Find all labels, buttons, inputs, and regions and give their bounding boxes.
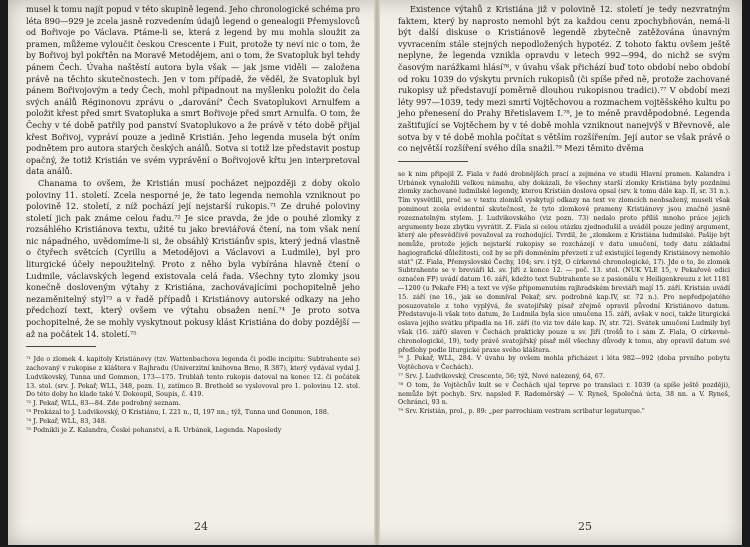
right-footnotes <box>398 170 730 416</box>
right-paragraph: Existence výtahů z Kristiána již v polovině 12. století je tedy nezvratným faktem, který by naprosto nemohl být za každou cenu zpochybňován, nemá-li být další diskuse o Kristiánově legendě zbytečně zatěžována únavným vyvracením stále stejných nepodložených hypotéz. Z tohoto faktu ovšem ještě neplyne, že legenda vznikla opravdu v letech 992—994, do nichž se svým časovým narážkami hlásí⁷⁶, v úvahu však přichází buď toto období nebo období od roku 1039 do výskytu prvních rukopisů (či spíše před ně, protože zachované rukopisy už představují poměrně dlouhou rukopisnou tradici).⁷⁷ V období mezi léty 997—1039, tedy mezi smrtí Vojtěchovou a rozmachem vojtěšského kultu po jeho přenesení do Prahy Břetislavem I.⁷⁸, je to méně pravděpodobné. Legenda zaštiťující se Vojtěchem by v té době mohla vzniknout nanejvýš v Břevnově, ale sotva by v té době mohla počítat s větším rozšířením. Její autor se však právě o co největší rozšíření svého díla snažil.⁷⁹ Mezi těmito dvěma <box>398 4 730 154</box>
right-body-text <box>398 4 730 155</box>
book-gutter <box>374 0 380 545</box>
left-paragraph: musel k tomu najít popud v této skupině legend. Jeho chronologické schéma pro léta 890—929 je zcela jasně rozvedením údajů legend o genealogii Přemyslovců od Bořivoje po Václava. Ptáme-li se, která z legend by mu mohla sloužit za pramen, můžeme vyloučit českou Crescente i Fuit, protože ty neví nic o tom, že by Bořivoj byl pokřtěn na Moravě Metodějem, ani o tom, že Svatopluk byl tehdy pánem Čech. Úvaha naštěstí autora byla však — jak jsme viděli — založena právě na těchto skutečnostech. Jen v tom případě, že věděl, že Svatopluk byl pánem Bořivojovým a tedy Čech, mohl připadnout na myšlenku položit do čela svých análů Réginonovu zprávu o „darování" Čech Svatoplukovi Arnulfem a položit křest před smrt Svatopluka a smrt Bořivoje před smrt Arnulfa. O tom, že Čechy v té době patřily pod panství Svatoplukovo a že právě v této době přijal křest Bořivoj, vypráví pouze a jedině Kristián. Jeho legenda musela být oním podnětem pro autora starých českých análů. Sotva si totiž lze představit postup opačný, že totiž Kristián ve svém vyprávění o Bořivojově křtu jen interpretoval data análů. <box>26 4 360 177</box>
footnote: ⁷⁷ Srv. J. Ludvikovský, Crescente, 56; týž, Nové nalezený, 64, 67. <box>398 372 605 381</box>
footnote: ⁷⁴ J. Pekař, WLL, 83, 348. <box>26 416 107 425</box>
footnote: ⁷⁵ Podnikli je Z. Kalandra, České pohanství, a R. Urbánek, Legenda. Naposledy <box>26 425 282 434</box>
left-body-text <box>26 4 360 340</box>
footnote: ⁷² J. Pekař, WLL, 83—84. Zde podrobný seznam. <box>26 399 181 408</box>
page-number-right: 25 <box>578 520 592 533</box>
footnote: se k nim připojil Z. Fiala v řadě drobnějších prací a zejména ve studii Hlavní pramen. Kalandra i Urbánek vynaložili velkou námahu, aby dokázali, že všechny starší zlomky Kristiána byly pozdními zlomky zachované ludmilské legendy, kterou Kristián doslova opsal (srv. k tomu dále kap. II, sr. 31 n.). Tím vysvětlili, proč se v textu zlomků vyskytují odkazy na text ve zlomcích neobsažený, museli však pominout zcela evidentní skutečnost, že tyto zlomkové prameny Kristiánovy jsou značně jasně rozeznatelným stylem. J. Ludvikovského (viz pozn. 73) nedalo proto příliš mnoho práce jejich argumenty beze zbytku vyvrátit. Z. Fiala si celou otázku zjednodušil a uváděl pouze jediný argument, který ale přesvědčivě považoval za rozhodující. Tvrdil, že „zlomkem z Kristiána ludmilské. Pašije být nemůže, protože jejich nejstarší rukopisy se rozcházejí v datu umučení, tedy datu základní hagiografické důležitosti, což by se při domněním převzetí z už existující legendy Kristiánovy nemohlo stát" (Z. Fiala, Přemyslovské Čechy, 104; srv. i týž, O církevně chronologické, 17). Jde o to, že zlomek Subtrahente se v breviáři kl. sv. Jiří z konce 12. — poč. 13. stol. (NUK VLE 15, v Pekařově edici označen FP) uvádí datum 16. září, kdežto text Subtrahente se z pasionálu v Heiligenkreuzu z let 1181—1200 (u Pekaře FH) a text ve výše připomenutém rajhradském breviáři mají 15. září. Kristián uvádí 15. září (ne 16., jak se domníval Pekař, srv. podrobně kap.IV, sr. 72 n.). Pro nepředpojatého posuzovatele z toho vyplývá, že svatojiřský písař zřejmě opravil původní Kristiánovo datum. Představuje-li však toto datum, že Ludmila byla sice umučena 15. září, avšak v noci, takže liturgická oslava jejího svátku připadla na 16. září (to viz tov dále kap. IV, str. 72). Svátek umučení Ludmily byl však (16. září) slaven v Čechách prakticky pouze u sv. Jiří (trošů to i sám Z. Fiala, O církevně-chronologické, 19), tedy právě svatojiřský písař měl všechny důvody k tomu, aby opravil datum své předlohy podle liturgické praxe svého kláštera. <box>398 169 730 354</box>
footnote-rule <box>26 346 96 347</box>
page-number-left: 24 <box>194 520 208 533</box>
left-page <box>26 4 360 434</box>
book-spread <box>8 0 742 545</box>
footnote: ⁷⁹ Srv. Kristián, prol., p. 89: „per parrochiam vestram scribatur legaturque." <box>398 407 645 416</box>
footnote: ⁷⁸ O tom, že Vojtěchův kult se v Čechách ujal teprve po translaci r. 1039 (a spíše ještě později), nemůže být pochyb. Srv. napsled F. Radoměrský — V. Ryneš, Společná úcta, 38 nn. a V. Ryneš, Ochránci, 93 n. <box>398 380 730 407</box>
footnote-rule <box>398 161 468 162</box>
left-paragraph: Chanama to ovšem, že Kristián musí pocházet nejpozději z doby okolo poloviny 11. století. Zcela nesporné je, že tato legenda nemohla vzniknout po polovině 12. století, z níž pochází její nejstarší rukopis.⁷¹ Ze druhé poloviny století jich pak známe celou řadu.⁷² Je sice pravda, že jde o pouhé zlomky z rozsáhlého Kristiánova textu, užité tu jako breviářová čtení, na tom však není nic nápadného, uvědomíme-li si, že obsáhlý Kristiánův spis, který jedná vlastně o čtyřech světcích (Cyrillu a Metodějovi a Václavovi a Ludmile), byl pro liturgické účely nepoužitelný. Proto z něho byla vybírána hlavně čtení o Ludmile, václavských legend existovala celá řada. Všechny tyto zlomky jsou konečně dosloveným výtahy z Kristiána, zachovávajícími pochopitelně jeho nezaměnitelný styl⁷³ a v řadě případů i Kristiánovy autorské odkazy na jeho předchozí text, který ovšem ve výtahu obsažen není.⁷⁴ Je proto sotva pochopitelné, že se mohly vyskytnout pokusy klást Kristiána do doby pozdější — až na počátek 14. století.⁷⁵ <box>26 177 360 339</box>
footnote: ⁷³ Prokázal to J. Ludvikovský, O Kristiánu, I. 221 n., II, 197 nn.; týž, Tunna und Gommon, 188. <box>26 408 329 416</box>
footnote: ⁷¹ Jde o zlomek 4. kapitoly Kristiánovy (tzv. Wattenbachova legenda či podle incipitu: Subtrahente se) zachovaný v rukopise z kláštera v Rajhradu (Univerzitní knihovna Brno, R 387), který vydával vydal J. Ludvikovský, Tunna und Gommon, 173—175. Trubláň tento rukopis datoval na konec 12. či počátek 13. stol. (srv. J. Pekař, WLL, 348, pozn. 1), zatímco B. Brethold se vyslovoval pro 1. polovinu 12. stol. Do této doby ho klade také V. Dokoupil, Soupis, č. 419. <box>26 355 360 399</box>
right-page <box>398 4 730 416</box>
footnote: ⁷⁶ J. Pekař, WLL, 284. V úvahu by ovšem mohla přicházet i léta 982—992 (doba prvního pobytu Vojtěchova v Čechách). <box>398 354 730 372</box>
left-footnotes <box>26 355 360 434</box>
